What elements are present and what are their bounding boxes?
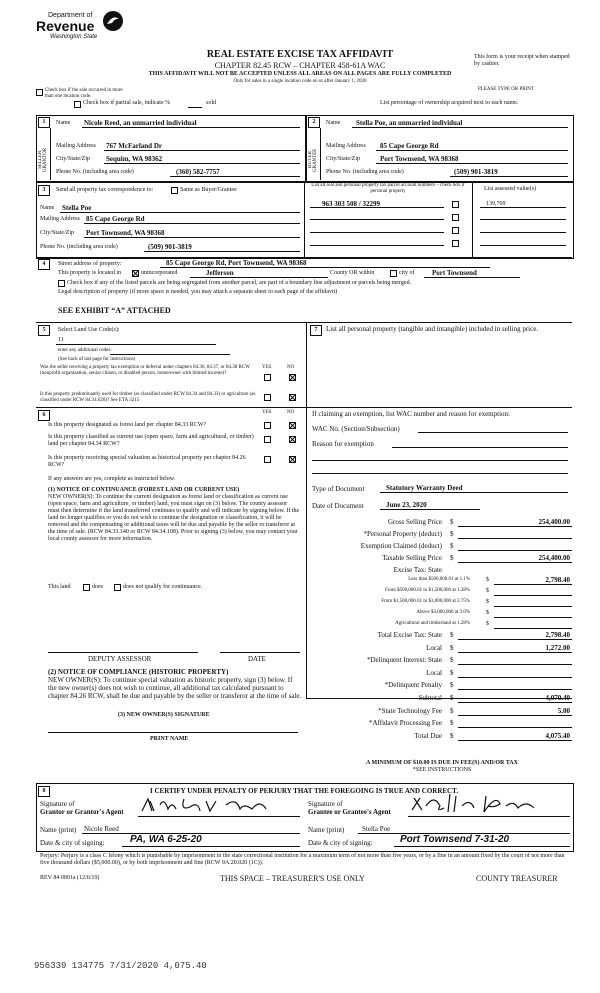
parcel-number[interactable]: 963 303 508 / 32299 bbox=[322, 200, 380, 208]
property-county[interactable]: Jefferson bbox=[206, 269, 234, 277]
new-owner-signature-label: (3) NEW OWNER(S) SIGNATURE bbox=[118, 712, 210, 718]
tax-total-label: Local bbox=[426, 669, 442, 677]
s6-no-header: NO bbox=[287, 410, 295, 415]
s3-city[interactable]: Port Townsend, WA 98368 bbox=[86, 229, 165, 237]
buyer-name[interactable]: Stella Poe, an unmarried individual bbox=[356, 119, 463, 127]
segregated-label: Check box if any of the listed parcels are being segregated from another parcel, are part of a boundary line adjustment or parcels being merged. bbox=[67, 280, 412, 286]
segregated-checkbox[interactable] bbox=[58, 280, 65, 287]
seller-city[interactable]: Sequim, WA 98362 bbox=[106, 155, 163, 163]
buyer-phone-label: Phone No. (including area code) bbox=[326, 169, 404, 175]
grantor-name-label: Name (print) bbox=[40, 826, 77, 834]
personal-property-checkbox-4[interactable] bbox=[452, 240, 459, 247]
section-2-number: 2 bbox=[308, 117, 320, 128]
document-type-label: Type of Document bbox=[312, 485, 365, 493]
this-land-label: This land bbox=[48, 584, 71, 590]
if-yes-label: If any answers are yes, complete as instructed below. bbox=[48, 476, 176, 482]
grantor-signature-label: Signature of bbox=[40, 800, 75, 808]
land-does-checkbox[interactable] bbox=[83, 584, 90, 591]
land-use-code[interactable]: 11 bbox=[58, 337, 64, 343]
logo-emblem-icon bbox=[102, 10, 124, 32]
parcel-list-label: List all real and personal property tax parcel account numbers – check box if personal property bbox=[311, 183, 465, 194]
document-type[interactable]: Statutory Warranty Deed bbox=[386, 484, 463, 492]
section-8-number: 8 bbox=[38, 786, 50, 797]
buyer-city-label: City/State/Zip bbox=[326, 156, 360, 162]
see-exhibit-a: SEE EXHIBIT “A” ATTACHED bbox=[58, 306, 171, 315]
logo-dept: Department of bbox=[48, 12, 93, 19]
bracket-label: From $500,000.01 to $1,500,000 at 1.28% bbox=[385, 588, 470, 593]
list-percentage-label: List percentage of ownership acquired next to each name. bbox=[380, 100, 519, 106]
grantee-signature[interactable] bbox=[410, 792, 560, 816]
section-1-number: 1 bbox=[38, 117, 50, 128]
bracket-dollar: $ bbox=[486, 588, 489, 594]
tax-row-label: Taxable Selling Price bbox=[382, 554, 442, 562]
section-4-number: 4 bbox=[38, 259, 50, 270]
notice-2-text: NEW OWNER(S): To continue special valuation as historic property, sign (3) below. If the new owner(s) does not wish to continue, all additional tax calculated pursuant to chapter 84.26 RCW, shall be due and payable by the seller or transferor at the time of sale. bbox=[48, 676, 302, 700]
tax-total-dollar: $ bbox=[450, 656, 454, 664]
s6-question-3: Is this property receiving special valuation as historical property per chapter 84.26 RCW? bbox=[48, 455, 246, 468]
tax-total-label: *Delinquent Penalty bbox=[384, 681, 442, 689]
s5-q1-yes-checkbox[interactable] bbox=[264, 374, 271, 381]
grantee-name-label: Name (print) bbox=[308, 826, 345, 834]
tax-total-dollar: $ bbox=[450, 669, 454, 677]
seller-city-label: City/State/Zip bbox=[56, 156, 90, 162]
tax-total-dollar: $ bbox=[450, 631, 454, 639]
exemption-label: If claiming an exemption, list WAC number and reason for exemption: bbox=[312, 410, 510, 418]
s3-name[interactable]: Stella Poe bbox=[62, 204, 92, 212]
personal-property-checkbox-3[interactable] bbox=[452, 227, 459, 234]
tax-total-dollar: $ bbox=[450, 719, 454, 727]
city-of-label: city of bbox=[399, 270, 415, 276]
tax-total-value[interactable]: 1,272.00 bbox=[545, 644, 570, 652]
bracket-label: Less than $500,000.01 at 1.1% bbox=[408, 577, 470, 582]
seller-mailing[interactable]: 767 McFarland Dr bbox=[106, 142, 162, 150]
tax-row-label: Gross Selling Price bbox=[387, 518, 442, 526]
additional-codes-label: enter any additional codes: bbox=[58, 348, 112, 353]
same-as-buyer-label: Same as Buyer/Grantee bbox=[180, 187, 237, 193]
document-date-label: Date of Document bbox=[312, 502, 364, 510]
s6-question-1: Is this property designated as forest land per chapter 84.33 RCW? bbox=[48, 422, 207, 428]
land-does-not-checkbox[interactable] bbox=[114, 584, 121, 591]
recording-stamp: 956339 134775 7/31/2020 4,075.40 bbox=[34, 961, 207, 971]
seller-name-label: Name bbox=[56, 120, 71, 126]
seller-phone[interactable]: (360) 582-7757 bbox=[176, 168, 220, 176]
s6-q1-yes-checkbox[interactable] bbox=[264, 422, 271, 429]
s3-phone[interactable]: (509) 901-3819 bbox=[148, 243, 192, 251]
tax-total-label: Local bbox=[426, 644, 442, 652]
tax-total-dollar: $ bbox=[450, 681, 454, 689]
see-instructions-note: *SEE INSTRUCTIONS bbox=[412, 767, 472, 773]
personal-property-checkbox-2[interactable] bbox=[452, 214, 459, 221]
receipt-note: This form is your receipt when stamped by cashier. bbox=[474, 54, 570, 67]
print-name-label: PRINT NAME bbox=[150, 736, 189, 742]
sold-label: sold bbox=[206, 100, 217, 106]
tax-total-label: Total Due bbox=[414, 732, 442, 740]
grantee-signature-label: Signature of bbox=[308, 800, 343, 808]
located-in-label: This property is located in bbox=[58, 270, 121, 276]
tax-total-label: Total Excise Tax: State bbox=[377, 631, 442, 639]
grantee-printed-name[interactable]: Stella Poe bbox=[362, 825, 391, 833]
tax-row-label: Exemption Claimed (deduct) bbox=[360, 542, 442, 550]
bracket-label: From $1,500,000.01 to $3,000,000 at 2.75% bbox=[381, 599, 470, 604]
s3-city-label: City/State/Zip bbox=[40, 230, 74, 236]
multi-location-label: Check box if the sale occurred in more than one location code. bbox=[45, 88, 123, 99]
s6-q3-no-checkbox[interactable] bbox=[289, 456, 296, 463]
s3-mailing-label: Mailing Address bbox=[40, 216, 80, 222]
seller-side-label: SELLER GRANTOR bbox=[38, 147, 48, 173]
land-use-label: Select Land Use Code(s): bbox=[58, 327, 120, 333]
s5-q1-no-checkbox[interactable] bbox=[289, 374, 296, 381]
bracket-dollar: $ bbox=[486, 599, 489, 605]
does-not-label: does not qualify for continuance. bbox=[123, 584, 203, 590]
section-5-number: 5 bbox=[38, 325, 50, 336]
buyer-phone[interactable]: (509) 901-3819 bbox=[454, 168, 498, 176]
unincorporated-checkbox[interactable] bbox=[132, 270, 139, 277]
dor-logo bbox=[36, 8, 126, 44]
form-chapter: CHAPTER 82.45 RCW – CHAPTER 458-61A WAC bbox=[214, 61, 386, 70]
s3-name-label: Name bbox=[40, 205, 55, 211]
personal-property-label: List all personal property (tangible and intangible) included in selling price. bbox=[326, 325, 539, 333]
see-back-label: (See back of last page for instructions) bbox=[58, 357, 136, 362]
document-date[interactable]: June 23, 2020 bbox=[386, 501, 427, 509]
legal-description-label: Legal description of property (if more space is needed, you may attach a separate sheet to each page of the affidavit) bbox=[58, 289, 338, 295]
deputy-assessor-label: DEPUTY ASSESSOR bbox=[88, 655, 152, 663]
property-city[interactable]: Port Townsend bbox=[432, 269, 477, 277]
perjury-notice: Perjury: Perjury is a class C felony which is punishable by imprisonment in the state correctional institution for a maximum term of not more than five years, or by a fine in an amount fixed by the court of not more than five thousand dollars ($5,000.00), or by both imprisonment and fine (RCW 9A.20.020 (1C)). bbox=[40, 853, 565, 866]
s3-phone-label: Phone No. (including area code) bbox=[40, 244, 118, 250]
form-title: REAL ESTATE EXCISE TAX AFFIDAVIT bbox=[206, 49, 394, 60]
s6-q1-no-checkbox[interactable] bbox=[289, 422, 296, 429]
s6-q2-no-checkbox[interactable] bbox=[289, 436, 296, 443]
please-type: PLEASE TYPE OR PRINT bbox=[478, 87, 534, 92]
tax-row-dollar: $ bbox=[450, 530, 454, 538]
notice-1-text: NEW OWNER(S): To continue the current designation as forest land or classification as current use (open space, farm and agriculture, or timber) land, you must sign on (3) below. The county assessor must then determine if the land transferred continues to qualify and will indicate by signing below. If the land no longer qualifies or you do not wish to continue the designation or classification, it will be removed and the compensating or additional taxes will be due and payable by the seller or transferor at the time of sale. (RCW 84.33.140 or RCW 84.34.108). Prior to signing (3) below, you may contact your local county assessor for more information. bbox=[48, 494, 300, 542]
tax-total-value[interactable]: 4,075.40 bbox=[545, 732, 570, 740]
buyer-mailing-label: Mailing Address bbox=[326, 143, 366, 149]
county-or-within-label: County OR within bbox=[330, 270, 375, 276]
buyer-mailing[interactable]: 85 Cape George Rd bbox=[380, 142, 439, 150]
notice-1-title: (1) NOTICE OF CONTINUANCE (FOREST LAND OR CURRENT USE) bbox=[48, 487, 240, 493]
grantor-signature[interactable] bbox=[140, 795, 290, 817]
grantee-date-label: Date & city of signing: bbox=[308, 839, 373, 847]
city-of-checkbox[interactable] bbox=[390, 270, 397, 277]
multi-location-checkbox[interactable] bbox=[36, 89, 43, 96]
bracket-dollar: $ bbox=[486, 610, 489, 616]
buyer-city[interactable]: Port Townsend, WA 98368 bbox=[380, 155, 459, 163]
form-revision: REV 84 0001a (12/6/19) bbox=[40, 875, 100, 881]
tax-total-value[interactable]: 5.00 bbox=[557, 707, 570, 715]
treasurer-use-label: THIS SPACE – TREASURER'S USE ONLY bbox=[220, 874, 365, 883]
s5-yes-header: YES bbox=[262, 365, 272, 370]
form-warning: THIS AFFIDAVIT WILL NOT BE ACCEPTED UNLESS ALL AREAS ON ALL PAGES ARE FULLY COMPLETED bbox=[148, 71, 452, 77]
logo-state: Washington State bbox=[50, 34, 98, 40]
deputy-date-label: DATE bbox=[248, 655, 266, 663]
buyer-side-label: BUYER GRANTEE bbox=[308, 148, 318, 172]
notice-2-title: (2) NOTICE OF COMPLIANCE (HISTORIC PROPERTY) bbox=[48, 668, 229, 676]
tax-total-label: Subtotal bbox=[418, 694, 442, 702]
tax-total-label: *State Technology Fee bbox=[378, 707, 442, 715]
street-address-label: Street address of property: bbox=[58, 261, 122, 267]
wac-label: WAC No. (Section/Subsection) bbox=[312, 425, 400, 433]
s5-question-2: Is this property predominantly used for timber (as classified under RCW 84.34 and 84.33) or agriculture (as classified under RCW 84.34.020)? See ETA 3215 bbox=[40, 392, 256, 403]
seller-phone-label: Phone No. (including area code) bbox=[56, 169, 134, 175]
gross-selling-price[interactable]: 254,400.00 bbox=[538, 518, 570, 526]
bracket-dollar: $ bbox=[486, 621, 489, 627]
bracket-label: Agricultural and timberland at 1.28% bbox=[395, 621, 470, 626]
partial-sale-checkbox[interactable] bbox=[74, 101, 81, 108]
tax-row-dollar: $ bbox=[450, 554, 454, 562]
section-3-number: 3 bbox=[38, 185, 50, 196]
s3-mailing[interactable]: 85 Cape George Rd bbox=[86, 215, 145, 223]
s6-yes-header: YES bbox=[262, 410, 272, 415]
section-6-number: 6 bbox=[38, 410, 50, 421]
tax-total-dollar: $ bbox=[450, 694, 454, 702]
logo-name: Revenue bbox=[36, 18, 95, 34]
grantor-date-label: Date & city of signing: bbox=[40, 839, 105, 847]
does-label: does bbox=[92, 584, 103, 590]
grantor-date-city[interactable]: PA, WA 6-25-20 bbox=[130, 834, 202, 845]
send-correspondence-label: Send all property tax correspondence to: bbox=[56, 187, 154, 193]
assessed-value[interactable]: 139,709 bbox=[486, 201, 506, 207]
county-treasurer-label: COUNTY TREASURER bbox=[476, 874, 558, 883]
s6-question-2: Is this property classified as current use (open space, farm and agricultural, or timber) land per chapter 84.34 RCW? bbox=[48, 434, 254, 447]
excise-tax-state-label: Excise Tax: State bbox=[393, 566, 442, 574]
s6-q2-yes-checkbox[interactable] bbox=[264, 436, 271, 443]
seller-mailing-label: Mailing Address bbox=[56, 143, 96, 149]
tax-total-dollar: $ bbox=[450, 732, 454, 740]
tax-row-dollar: $ bbox=[450, 542, 454, 550]
s5-question-1: Was the seller receiving a property tax exemption or deferral under chapters 84.36, 84.37, or 84.38 RCW (nonprofit organization, senior citizen, or disabled person, homeowner with limited income)? bbox=[40, 365, 250, 376]
s6-q3-yes-checkbox[interactable] bbox=[264, 456, 271, 463]
taxable-selling-price[interactable]: 254,400.00 bbox=[538, 554, 570, 562]
minimum-due-note: A MINIMUM OF $10.00 IS DUE IN FEE(S) AND/OR TAX bbox=[366, 760, 518, 766]
tax-total-value[interactable]: 2,798.40 bbox=[545, 631, 570, 639]
s5-no-header: NO bbox=[287, 365, 295, 370]
grantee-date-city[interactable]: Port Townsend 7-31-20 bbox=[400, 834, 510, 845]
partial-sale-label: Check box if partial sale, indicate % bbox=[83, 100, 171, 106]
tax-total-dollar: $ bbox=[450, 644, 454, 652]
tax-row-label: *Personal Property (deduct) bbox=[363, 530, 442, 538]
unincorporated-label: unincorporated bbox=[141, 270, 178, 276]
buyer-name-label: Name bbox=[326, 120, 341, 126]
grantee-agent-label: Grantee or Grantee's Agent bbox=[308, 808, 391, 816]
bracket-1-value[interactable]: 2,798.40 bbox=[545, 576, 570, 584]
tax-total-value[interactable]: 4,070.40 bbox=[545, 694, 570, 702]
seller-name[interactable]: Nicole Reed, an unmarried individual bbox=[84, 119, 197, 127]
tax-total-label: *Delinquent Interest: State bbox=[366, 656, 442, 664]
bracket-label: Above $3,000,000 at 3.0% bbox=[416, 610, 470, 615]
bracket-dollar: $ bbox=[486, 577, 489, 583]
form-only-for-sales: Only for sales in a single location code on or after January 1, 2020 bbox=[233, 79, 367, 84]
tax-total-dollar: $ bbox=[450, 707, 454, 715]
s5-q2-yes-checkbox[interactable] bbox=[264, 394, 271, 401]
reason-exemption-label: Reason for exemption bbox=[312, 440, 374, 448]
same-as-buyer-checkbox[interactable] bbox=[171, 187, 178, 194]
grantor-printed-name[interactable]: Nicole Reed bbox=[84, 825, 119, 833]
personal-property-checkbox-1[interactable] bbox=[452, 201, 459, 208]
certify-statement: I CERTIFY UNDER PENALTY OF PERJURY THAT THE FOREGOING IS TRUE AND CORRECT. bbox=[150, 787, 459, 795]
property-street-address[interactable]: 85 Cape George Rd, Port Townsend, WA 98368 bbox=[166, 259, 307, 267]
tax-total-label: *Affidavit Processing Fee bbox=[369, 719, 442, 727]
grantor-agent-label: Grantor or Grantor's Agent bbox=[40, 808, 124, 816]
section-7-number: 7 bbox=[310, 325, 322, 336]
assessed-value-label: List assessed value(s) bbox=[484, 186, 536, 192]
s5-q2-no-checkbox[interactable] bbox=[289, 394, 296, 401]
tax-row-dollar: $ bbox=[450, 518, 454, 526]
